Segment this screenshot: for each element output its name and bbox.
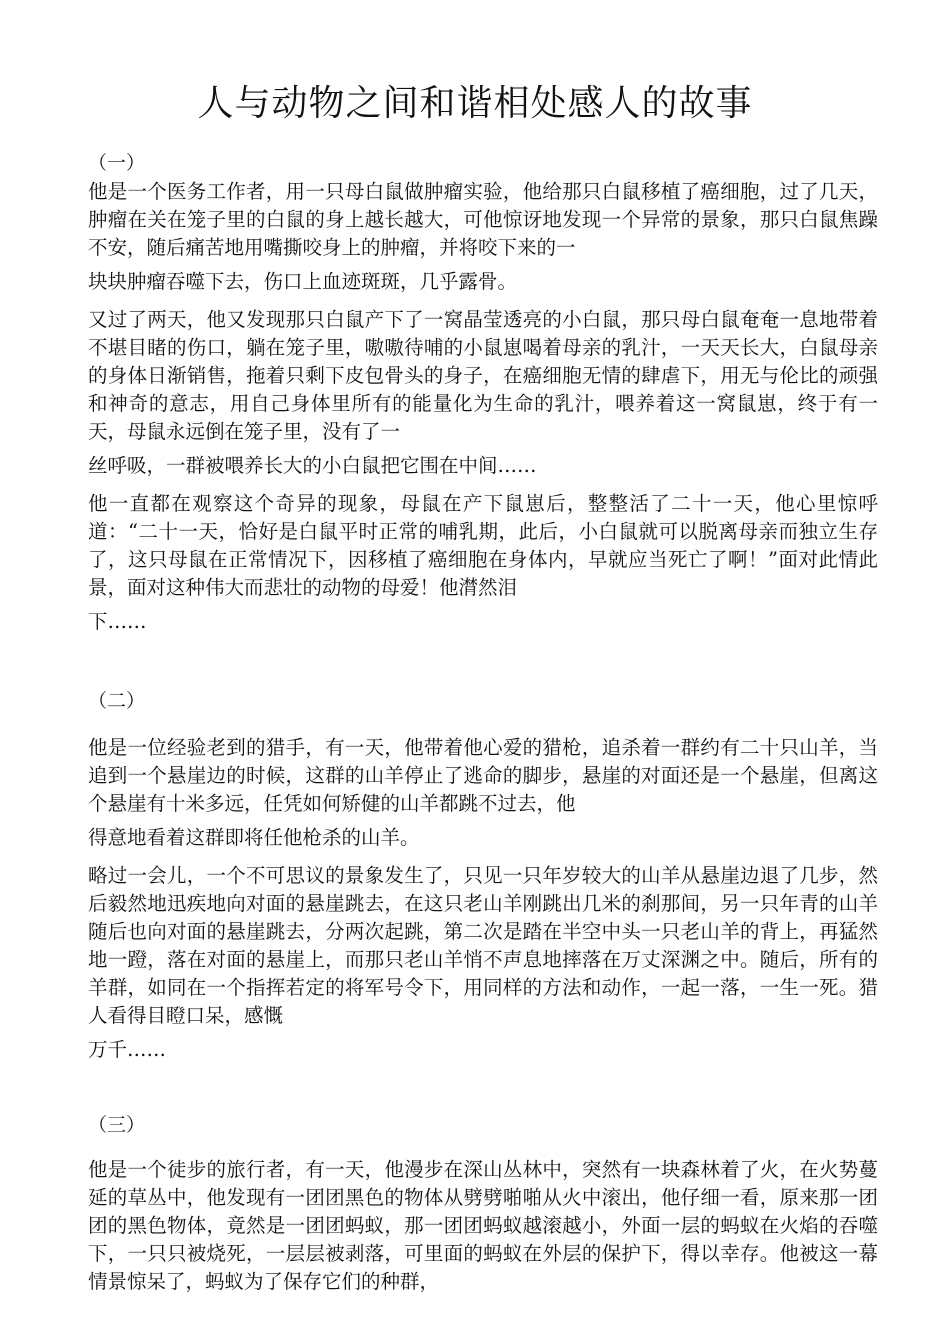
paragraph-tail: 块块肿瘤吞噬下去，伤口上血迹斑斑，几乎露骨。 [88,270,518,293]
paragraph [88,1156,878,1296]
paragraph-body: 他是一位经验老到的猎手，有一天，他带着他心爱的猎枪，追杀着一群约有二十只山羊，当追到一个悬崖边的时候，这群的山羊停止了逃命的脚步，悬崖的对面还是一个悬崖，但离这个悬崖有十米多远，任凭如何矫健的山羊都跳不过去，他 [88,736,878,815]
paragraph-body: 又过了两天，他又发现那只白鼠产下了一窝晶莹透亮的小白鼠，那只母白鼠奄奄一息地带着不堪目睹的伤口，躺在笼子里，嗷嗷待哺的小鼠崽喝着母亲的乳汁，一天天长大，白鼠母亲的身体日渐销售，拖着只剩下皮包骨头的身子，在癌细胞无情的肆虐下，用无与伦比的顽强和神奇的意志，用自己身体里所有的能量化为生命的乳汁，喂养着这一窝鼠崽，终于有一天，母鼠永远倒在笼子里，没有了一 [88,308,878,443]
page-title: 人与动物之间和谐相处感人的故事 [197,83,753,124]
section-heading: （三） [88,1114,146,1136]
paragraph-body: 他一直都在观察这个奇异的现象，母鼠在产下鼠崽后，整整活了二十一天，他心里惊呼道：“二十一天，恰好是白鼠平时正常的哺乳期，此后，小白鼠就可以脱离母亲而独立生存了，这只母鼠在正常情况下，因移植了癌细胞在身体内，早就应当死亡了啊！”面对此情此景，面对这种伟大而悲壮的动物的母爱！他潸然泪 [88,492,878,599]
paragraph-tail: 丝呼吸，一群被喂养长大的小白鼠把它围在中间…… [88,454,537,477]
story-section-2 [88,688,878,1074]
story-section-3 [88,1112,878,1296]
section-heading: （二） [88,690,146,712]
paragraph [88,306,878,480]
paragraph-body: 他是一个医务工作者，用一只母白鼠做肿瘤实验，他给那只白鼠移植了癌细胞，过了几天，肿瘤在关在笼子里的白鼠的身上越长越大，可他惊讶地发现一个异常的景象，那只白鼠焦躁不安，随后痛苦地用嘴撕咬身上的肿瘤，并将咬下来的一 [88,180,878,259]
paragraph-body: 略过一会儿，一个不可思议的景象发生了，只见一只年岁较大的山羊从悬崖边退了几步，然后毅然地迅疾地向对面的悬崖跳去，在这只老山羊刚跳出几米的刹那间，另一只年青的山羊随后也向对面的悬崖跳去，分两次起跳，第二次是踏在半空中头一只老山羊的背上，再猛然地一蹬，落在对面的悬崖上，而那只老山羊悄不声息地摔落在万丈深渊之中。随后，所有的羊群，如同在一个指挥若定的将军号令下，用同样的方法和动作，一起一落，一生一死。猎人看得目瞪口呆，感慨 [88,864,878,1027]
paragraph [88,178,878,296]
paragraph [88,862,878,1064]
paragraph [88,490,878,636]
story-section-1 [88,150,878,646]
paragraph-tail: 得意地看着这群即将任他枪杀的山羊。 [88,826,420,849]
section-heading: （一） [88,152,146,174]
paragraph-tail: 万千…… [88,1038,167,1061]
paragraph [88,734,878,852]
paragraph-tail: 下…… [88,610,147,633]
paragraph-body: 他是一个徒步的旅行者，有一天，他漫步在深山丛林中，突然有一块森林着了火，在火势蔓延的草丛中，他发现有一团团黑色的物体从劈劈啪啪从火中滚出，他仔细一看，原来那一团团的黑色物体，竟然是一团团蚂蚁，那一团团蚂蚁越滚越小，外面一层的蚂蚁在火焰的吞噬下，一只只被烧死，一层层被剥落，可里面的蚂蚁在外层的保护下，得以幸存。他被这一幕情景惊呆了，蚂蚁为了保存它们的种群， [88,1158,878,1293]
